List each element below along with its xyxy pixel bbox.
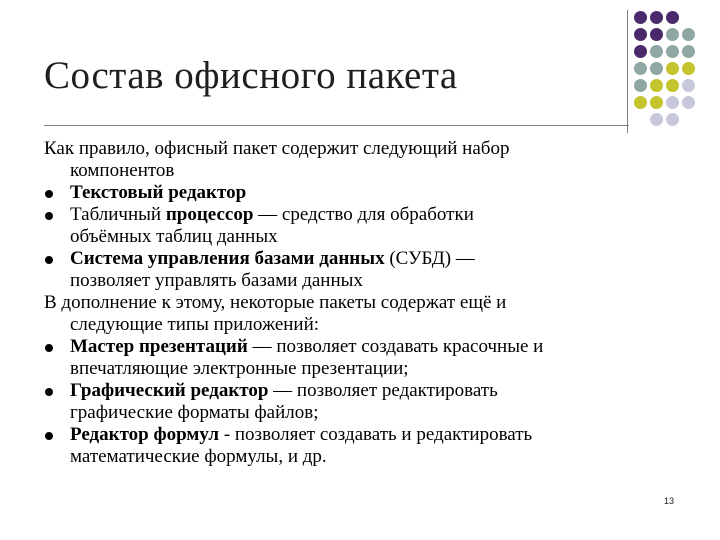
dot [682,96,695,109]
dot [650,113,663,126]
dot [634,28,647,41]
item-text: Табличный [70,204,166,225]
dot [634,96,647,109]
dot [650,79,663,92]
item-line2: графические форматы файлов; [70,402,319,423]
intro-line1: Как правило, офисный пакет содержит следующий набор [44,138,510,159]
item-bold: Графический редактор [70,380,269,401]
bullet-icon [45,212,53,220]
dot [666,62,679,75]
item-text: (СУБД) — [384,248,475,269]
bullet-icon [45,190,53,198]
item-line2: математические формулы, и др. [70,446,327,467]
dot [650,62,663,75]
dot [666,45,679,58]
list-item [44,182,684,204]
addl-line2: следующие типы приложений: [70,314,320,335]
intro-paragraph [44,138,684,182]
list-item [44,380,684,424]
slide-title: Состав офисного пакета [44,54,458,97]
item-bold: Текстовый редактор [70,182,247,203]
dot [682,62,695,75]
bullet-icon [45,344,53,352]
item-line2: объёмных таблиц данных [70,226,278,247]
dot [666,113,679,126]
title-underline [44,125,629,126]
item-bold: Мастер презентаций [70,336,248,357]
list-item [44,424,684,468]
dot [666,96,679,109]
slide-body [44,138,684,468]
item-text: - позволяет создавать и редактировать [219,424,533,445]
list-item [44,204,684,248]
dot [682,45,695,58]
dot [666,11,679,24]
additional-paragraph [44,292,684,336]
addl-line1: В дополнение к этому, некоторые пакеты содержат ещё и [44,292,507,313]
item-line2: впечатляющие электронные презентации; [70,358,409,379]
item-text: — позволяет редактировать [268,380,498,401]
intro-line2: компонентов [70,160,175,181]
dot [666,28,679,41]
dot [650,11,663,24]
bullet-icon [45,432,53,440]
item-text: — средство для обработки [253,204,474,225]
vertical-divider [627,10,628,133]
dot [650,28,663,41]
bullet-icon [45,388,53,396]
dot [634,11,647,24]
bullet-icon [45,256,53,264]
dot [666,79,679,92]
dot [682,28,695,41]
list-item [44,336,684,380]
list-item [44,248,684,292]
dot [634,45,647,58]
item-text: — позволяет создавать красочные и [247,336,544,357]
item-bold: Редактор формул [70,424,220,445]
page-number: 13 [664,496,675,506]
dot [650,96,663,109]
dot [634,79,647,92]
dot [634,62,647,75]
item-line2: позволяет управлять базами данных [70,270,363,291]
item-bold: процессор [165,204,254,225]
dot [682,79,695,92]
item-bold: Система управления базами данных [70,248,385,269]
dot [650,45,663,58]
